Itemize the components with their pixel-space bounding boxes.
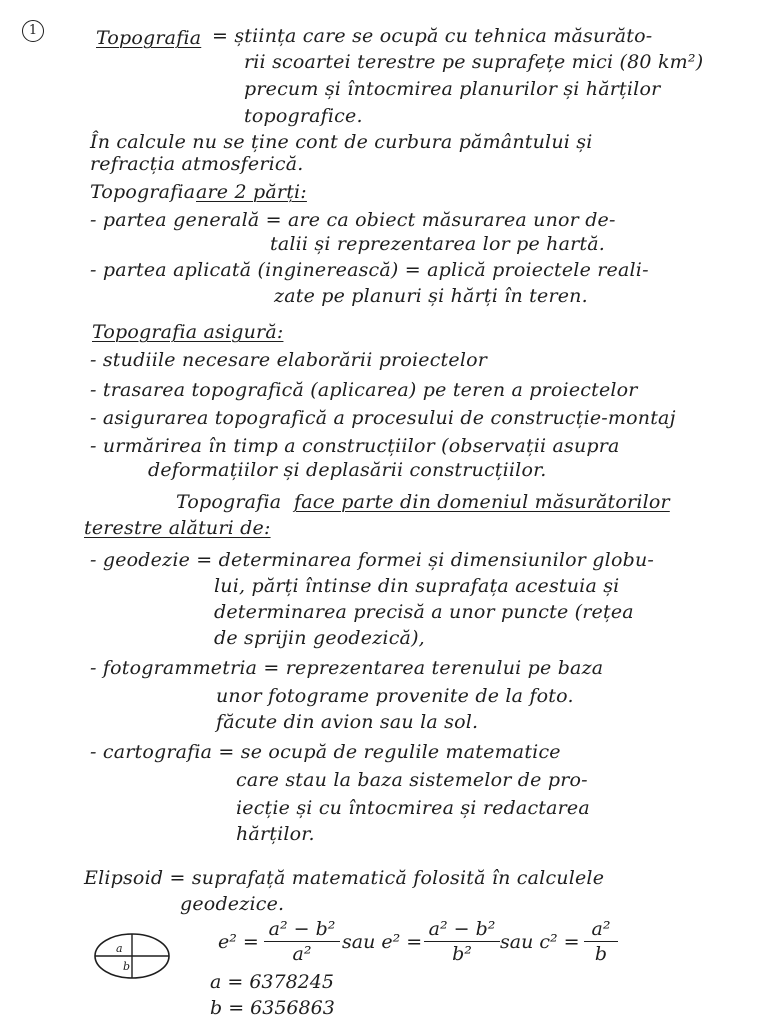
definition-line-3: precum și întocmirea planurilor și hărților (244, 78, 661, 100)
cartography-line-4: hărților. (236, 823, 315, 845)
ensures-item-1: - studiile necesare elaborării proiectelor (90, 349, 488, 371)
fraction-2-bar (424, 941, 500, 942)
domain-line-2: terestre alături de: (84, 517, 271, 539)
parts-heading-label: Topografia (90, 181, 196, 203)
fraction-3-bar (584, 941, 618, 942)
ensures-item-4-line-1: - urmărirea în timp a construcțiilor (observații asupra (90, 435, 620, 457)
photogrammetry-line-2: unor fotograme provenite de la foto. (216, 685, 574, 707)
cartography-line-1: - cartografia = se ocupă de regulile matematice (90, 741, 561, 763)
definition-line-4: topografice. (244, 105, 363, 127)
geodesy-line-2: lui, părți întinse din suprafața acestuia și (214, 575, 620, 597)
semi-major-axis-value: a = 6378245 (210, 971, 334, 993)
note-line-2: refracția atmosferică. (90, 153, 304, 175)
part-general-line-2: talii și reprezentarea lor pe hartă. (270, 233, 605, 255)
fraction-2-numerator: a² − b² (428, 918, 496, 940)
ensures-item-4-line-2: deformațiilor și deplasării construcțiilor. (148, 459, 547, 481)
domain-line-1: face parte din domeniul măsurătorilor (294, 491, 670, 513)
ellipsoid-line-1: Elipsoid = suprafață matematică folosită în calculele (84, 867, 605, 889)
cartography-line-2: care stau la baza sistemelor de pro- (236, 769, 588, 791)
photogrammetry-line-3: făcute din avion sau la sol. (216, 711, 479, 733)
definition-line-1: = știința care se ocupă cu tehnica măsurăto- (212, 25, 653, 47)
fraction-2-denominator: b² (452, 943, 472, 965)
cartography-line-3: iecție și cu întocmirea și redactarea (236, 797, 590, 819)
page-number: 1 (22, 20, 44, 42)
ensures-item-3: - asigurarea topografică a procesului de construcție-montaj (90, 407, 676, 429)
ellipsoid-diagram (92, 930, 172, 982)
part-applied-line-2: zate pe planuri și hărți în teren. (274, 285, 588, 307)
geodesy-line-4: de sprijin geodezică), (214, 627, 425, 649)
part-general-line-1: - partea generală = are ca obiect măsurarea unor de- (90, 209, 616, 231)
parts-heading: are 2 părți: (196, 181, 307, 203)
definition-line-2: rii scoartei terestre pe suprafețe mici (80 km²) (244, 51, 704, 73)
semi-minor-axis-label: b (123, 960, 131, 973)
eccentricity-lhs: e² = (218, 931, 259, 953)
fraction-3-denominator: b (594, 943, 608, 965)
ensures-heading: Topografia asigură: (92, 321, 284, 343)
note-line-1: În calcule nu se ține cont de curbura pământului și (90, 131, 593, 153)
heading-topografia: Topografia (96, 27, 202, 49)
ellipsoid-line-2: geodezice. (180, 893, 285, 915)
polar-radius-formula-lhs: sau c² = (500, 931, 580, 953)
semi-minor-axis-value: b = 6356863 (210, 997, 335, 1019)
ensures-item-2: - trasarea topografică (aplicarea) pe teren a proiectelor (90, 379, 638, 401)
fraction-3 (584, 918, 618, 965)
fraction-3-numerator: a² (591, 918, 611, 940)
fraction-2 (424, 918, 500, 965)
domain-line-label: Topografia (176, 491, 282, 513)
fraction-1 (264, 918, 340, 965)
fraction-1-bar (264, 941, 340, 942)
photogrammetry-line-1: - fotogrammetria = reprezentarea terenului pe baza (90, 657, 604, 679)
alternative-formula-lhs: sau e² = (342, 931, 423, 953)
geodesy-line-1: - geodezie = determinarea formei și dimensiunilor globu- (90, 549, 655, 571)
fraction-1-denominator: a² (292, 943, 312, 965)
fraction-1-numerator: a² − b² (268, 918, 336, 940)
semi-major-axis-label: a (116, 942, 123, 955)
part-applied-line-1: - partea aplicată (inginerească) = aplică proiectele reali- (90, 259, 649, 281)
geodesy-line-3: determinarea precisă a unor puncte (rețea (214, 601, 634, 623)
